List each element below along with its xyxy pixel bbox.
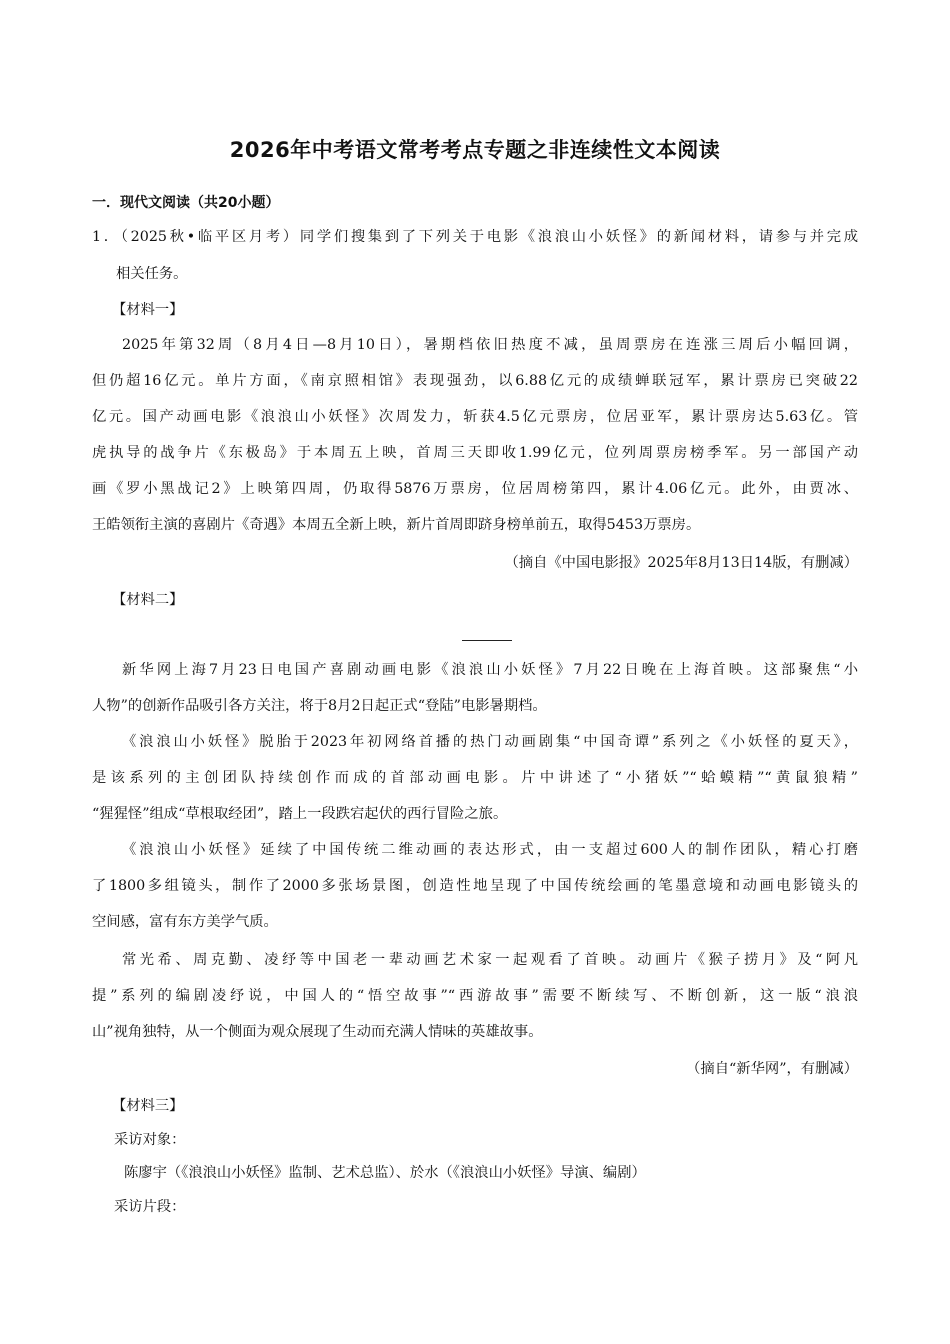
paragraph-line: “猩猩怪”组成“草根取经团”，踏上一段跌宕起伏的西行冒险之旅。 [92, 806, 508, 822]
paragraph-line: 《浪浪山小妖怪》脱胎于2023年初网络首播的热门动画剧集“中国奇谭”系列之《小妖怪的夏天》， [122, 734, 858, 750]
paragraph-line: 空间感，富有东方美学气质。 [92, 914, 278, 930]
interview-segment-label: 采访片段： [114, 1199, 186, 1215]
material-label: 【材料二】 [112, 592, 184, 608]
paragraph-line: 是该系列的主创团队持续创作而成的首部动画电影。片中讲述了“小猪妖”“蛤蟆精”“黄鼠狼精” [92, 770, 858, 786]
interview-subject-label: 采访对象： [114, 1132, 186, 1148]
paragraph-line: 2025年第32周（8月4日—8月10日），暑期档依旧热度不减，虽周票房在连涨三周后小幅回调， [122, 337, 858, 353]
page-title: 2026年中考语文常考考点专题之非连续性文本阅读 [229, 138, 721, 162]
paragraph-line: 常光希、周克勤、凌纾等中国老一辈动画艺术家一起观看了首映。动画片《猴子捞月》及“阿凡 [122, 952, 858, 968]
material-label: 【材料三】 [112, 1098, 184, 1114]
divider [462, 640, 512, 641]
paragraph-line: 了1800多组镜头，制作了2000多张场景图，创造性地呈现了中国传统绘画的笔墨意境和动画电影镜头的 [92, 878, 858, 894]
question-text: 1．（2025秋•临平区月考）同学们搜集到了下列关于电影《浪浪山小妖怪》的新闻材料，请参与并完成 [92, 229, 858, 245]
paragraph-line: 提”系列的编剧凌纾说，中国人的“悟空故事”“西游故事”需要不断续写、不断创新，这一版“浪浪 [92, 988, 858, 1004]
paragraph-line: 山”视角独特，从一个侧面为观众展现了生动而充满人情味的英雄故事。 [92, 1024, 543, 1040]
section-heading: 一．现代文阅读（共20小题） [92, 195, 280, 211]
paragraph-line: 亿元。国产动画电影《浪浪山小妖怪》次周发力，斩获4.5亿元票房，位居亚军，累计票房达5.63亿。管 [92, 409, 858, 425]
paragraph-line: 人物”的创新作品吸引各方关注，将于8月2日起正式“登陆”电影暑期档。 [92, 698, 547, 714]
paragraph-line: 《浪浪山小妖怪》延续了中国传统二维动画的表达形式，由一支超过600人的制作团队，精心打磨 [122, 842, 858, 858]
paragraph-line: 但仍超16亿元。单片方面，《南京照相馆》表现强劲，以6.88亿元的成绩蝉联冠军，累计票房已突破22 [92, 373, 858, 389]
paragraph-line: 虎执导的战争片《东极岛》于本周五上映，首周三天即收1.99亿元，位列周票房榜季军。另一部国产动 [92, 445, 858, 461]
source-citation: （摘自“新华网”，有删减） [686, 1061, 858, 1077]
paragraph-line: 新华网上海7月23日电国产喜剧动画电影《浪浪山小妖怪》7月22日晚在上海首映。这部聚焦“小 [122, 662, 858, 678]
source-citation: （摘自《中国电影报》2025年8月13日14版，有删减） [504, 555, 858, 571]
paragraph-line: 画《罗小黑战记2》上映第四周，仍取得5876万票房，位居周榜第四，累计4.06亿元。此外，由贾冰、 [92, 481, 858, 497]
paragraph-line: 王皓领衔主演的喜剧片《奇遇》本周五全新上映，新片首周即跻身榜单前五，取得5453万票房。 [92, 517, 701, 533]
interview-subjects: 陈廖宇（《浪浪山小妖怪》监制、艺术总监）、於水（《浪浪山小妖怪》导演、编剧） [124, 1165, 646, 1181]
question-text-cont: 相关任务。 [116, 266, 188, 282]
material-label: 【材料一】 [112, 302, 184, 318]
